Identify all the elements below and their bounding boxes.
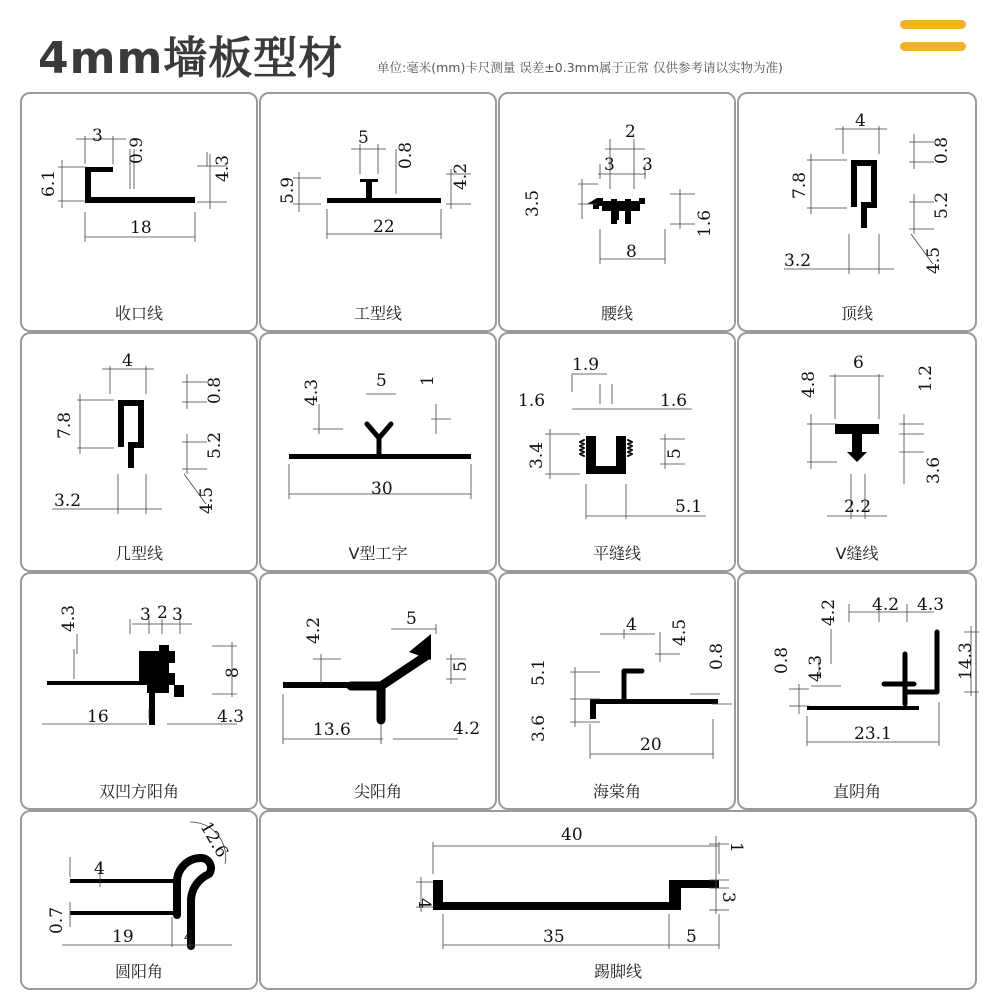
dim-label: 1.6 (518, 391, 546, 411)
profile-card-yaoxian (498, 92, 736, 332)
page-header (0, 0, 1000, 92)
profile-name: 收口线 (114, 304, 163, 323)
dim-label: 30 (371, 479, 393, 499)
dim-label: 7.8 (55, 411, 75, 439)
dim-label: 4 (855, 111, 866, 131)
gongxing-profile-drawing (261, 94, 499, 334)
dim-label: 5 (686, 927, 697, 947)
shuangao-profile-drawing (22, 574, 260, 812)
dim-label: 0.9 (127, 136, 147, 164)
profile-card-gongxing (259, 92, 497, 332)
dim-label: 1.6 (660, 391, 688, 411)
profile-card-jian-yangjiao (259, 572, 497, 810)
pingfeng-profile-drawing (500, 334, 738, 574)
dim-label: 3 (92, 126, 103, 146)
dim-label: 4.3 (217, 707, 245, 727)
jian-yangjiao-profile-drawing (261, 574, 499, 812)
dim-label: 8 (626, 242, 637, 262)
profile-name: 海棠角 (592, 782, 641, 801)
dim-label: 13.6 (313, 720, 351, 740)
dim-label: 4.3 (917, 595, 945, 615)
dim-label: 0.8 (932, 136, 952, 164)
zhi-yinjiao-profile-drawing (739, 574, 979, 812)
dim-label: 4.2 (451, 162, 471, 190)
dim-label: 8 (223, 667, 243, 678)
profile-card-haitang (498, 572, 736, 810)
menu-icon[interactable] (900, 20, 966, 54)
dim-label: 3.6 (924, 456, 944, 484)
dim-label: 4.5 (924, 246, 944, 274)
profile-name: 直阴角 (832, 782, 881, 801)
dim-label: 4.3 (213, 154, 233, 182)
dim-label: 1 (418, 375, 438, 386)
dim-label: 23.1 (854, 724, 892, 744)
dim-label: 3 (718, 892, 738, 903)
dim-label: 5.9 (278, 176, 298, 204)
measurement-note: 单位:毫米(mm)卡尺测量 误差±0.3mm属于正常 仅供参考请以实物为准) (377, 60, 783, 75)
dim-label: 4.5 (197, 486, 217, 514)
dim-label: 35 (543, 927, 565, 947)
dim-label: 0.8 (396, 141, 416, 169)
dim-label: 2 (625, 122, 636, 142)
dim-label: 5.1 (675, 497, 703, 517)
dim-label: 3.6 (529, 714, 549, 742)
profile-name: 踢脚线 (593, 962, 642, 981)
dim-label: 14.3 (956, 642, 976, 680)
dim-label: 0.7 (47, 906, 67, 934)
profile-name: 腰线 (600, 304, 633, 323)
profile-name: V型工字 (348, 544, 408, 563)
dim-label: 7.8 (790, 171, 810, 199)
dim-label: 1.9 (572, 355, 600, 375)
dim-label: 4 (122, 351, 133, 371)
profile-name: V缝线 (835, 544, 879, 563)
dim-label: 4.2 (872, 595, 900, 615)
dim-label: 4 (184, 927, 195, 947)
dim-label: 3.2 (784, 251, 812, 271)
dim-label: 4.3 (806, 654, 826, 682)
dim-label: 3 (642, 155, 653, 175)
dim-label: 3.5 (523, 189, 543, 217)
shoukou-profile-drawing (22, 94, 260, 334)
dim-label: 5 (451, 661, 471, 672)
profile-card-pingfeng (498, 332, 736, 572)
dim-label: 4 (626, 615, 637, 635)
dim-label: 1 (726, 842, 746, 853)
profile-name: 双凹方阳角 (98, 782, 179, 801)
dim-label: 6.1 (39, 169, 59, 197)
dim-label: 22 (373, 217, 395, 237)
dim-label: 5 (358, 128, 369, 148)
dim-label: 4.3 (302, 378, 322, 406)
profile-name: 平缝线 (592, 544, 641, 563)
dim-label: 6 (853, 353, 864, 373)
page-title: 4mm墙板型材 (38, 33, 344, 84)
dim-label: 4.2 (304, 616, 324, 644)
profile-card-shuangao-fang-yangjiao (20, 572, 258, 810)
haitang-profile-drawing (500, 574, 738, 812)
dim-label: 5 (665, 448, 685, 459)
vfeng-profile-drawing (739, 334, 979, 574)
dim-label: 4.2 (453, 719, 481, 739)
profile-card-zhi-yinjiao (737, 572, 977, 810)
dim-label: 5 (376, 371, 387, 391)
profile-card-shoukou (20, 92, 258, 332)
dim-label: 3 (140, 605, 151, 625)
dim-label: 1.6 (695, 209, 715, 237)
profile-name: 几型线 (114, 544, 163, 563)
dim-label: 2 (157, 603, 168, 623)
dim-label: 18 (130, 218, 152, 238)
dim-label: 12.6 (195, 818, 232, 862)
dim-label: 2.2 (844, 497, 872, 517)
dim-label: 4.2 (819, 598, 839, 626)
dingxian-profile-drawing (739, 94, 979, 334)
dim-label: 0.8 (707, 642, 727, 670)
dim-label: 3 (604, 155, 615, 175)
profile-card-tijiao (259, 810, 977, 990)
vxing-gongzi-profile-drawing (261, 334, 499, 574)
profile-card-dingxian (737, 92, 977, 332)
dim-label: 3.4 (527, 441, 547, 469)
profile-name: 工型线 (353, 304, 402, 323)
profile-name: 尖阳角 (353, 782, 402, 801)
dim-label: 19 (112, 927, 134, 947)
jixing-profile-drawing (22, 334, 260, 574)
dim-label: 0.8 (205, 376, 225, 404)
dim-label: 40 (561, 825, 583, 845)
dim-label: 3 (172, 605, 183, 625)
dim-label: 0.8 (772, 646, 792, 674)
dim-label: 4.8 (799, 370, 819, 398)
profile-card-vfeng (737, 332, 977, 572)
profile-name: 圆阳角 (114, 962, 163, 981)
dim-label: 20 (640, 735, 662, 755)
dim-label: 4 (414, 898, 434, 909)
dim-label: 5.2 (932, 191, 952, 219)
dim-label: 4.5 (670, 618, 690, 646)
dim-label: 4 (94, 859, 105, 879)
profile-name: 顶线 (840, 304, 873, 323)
dim-label: 16 (87, 707, 109, 727)
dim-label: 3.2 (54, 491, 82, 511)
yaoxian-profile-drawing (500, 94, 738, 334)
dim-label: 5.2 (205, 431, 225, 459)
dim-label: 5.1 (529, 658, 549, 686)
profile-card-vxing-gongzi (259, 332, 497, 572)
dim-label: 4.3 (59, 604, 79, 632)
profile-card-yuan-yangjiao (20, 810, 258, 990)
profile-card-jixing (20, 332, 258, 572)
dim-label: 5 (406, 609, 417, 629)
dim-label: 1.2 (916, 364, 936, 392)
